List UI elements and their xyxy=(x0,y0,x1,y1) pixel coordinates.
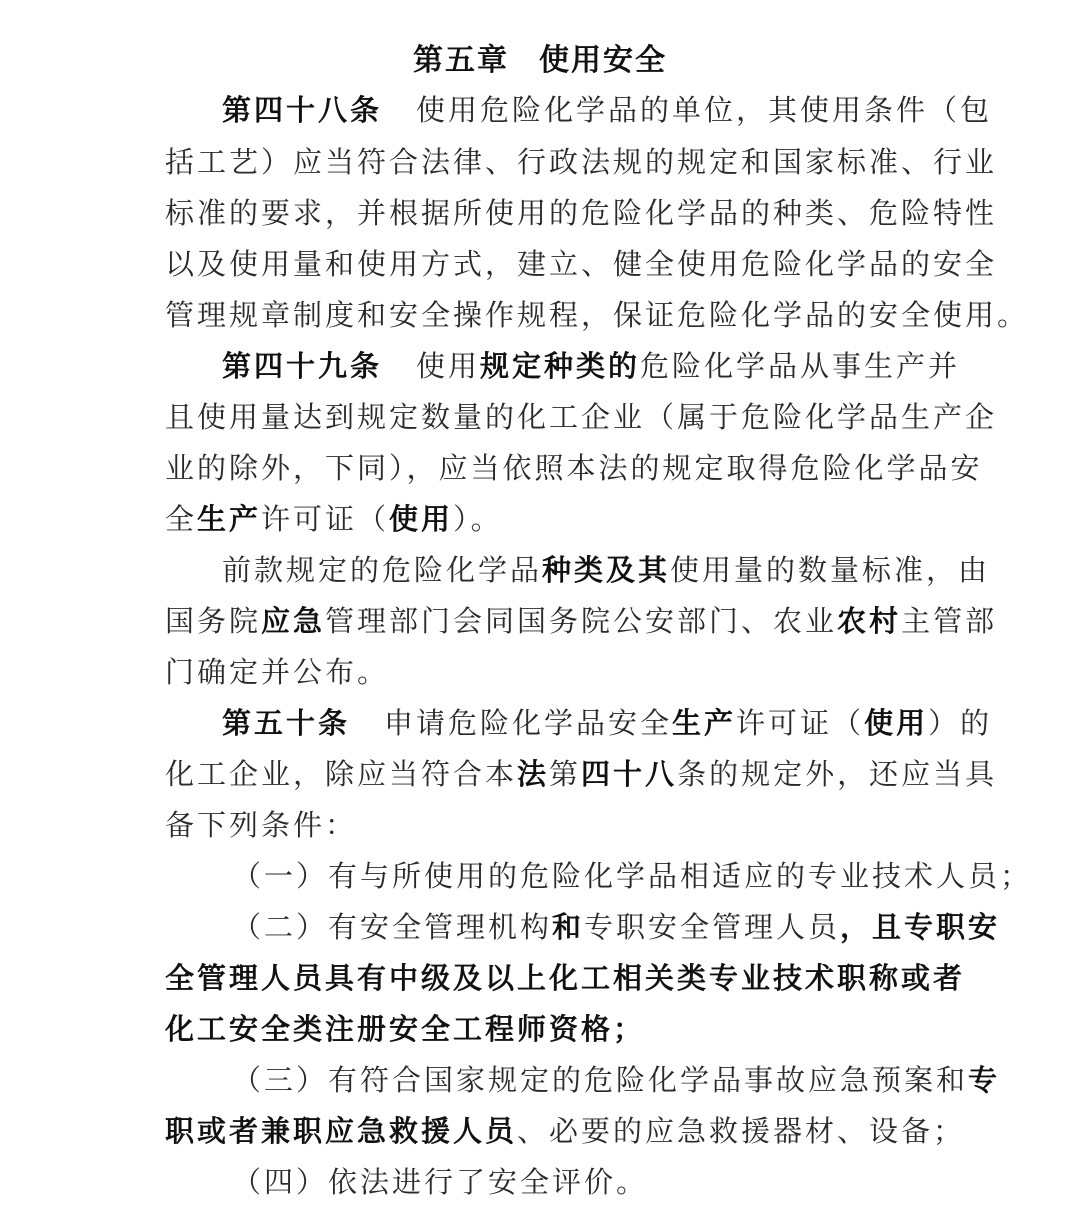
article-49-line-3: 业的除外，下同），应当依照本法的规定取得危险化学品安 xyxy=(165,451,983,485)
article-48-line-3: 标准的要求，并根据所使用的危险化学品的种类、危险特性 xyxy=(165,196,998,230)
article-48-line-4: 以及使用量和使用方式，建立、健全使用危险化学品的安全 xyxy=(165,247,998,281)
chapter-number: 第五章 xyxy=(413,43,509,78)
condition-3-line-2: 职或者兼职应急救援人员、必要的应急救援器材、设备； xyxy=(165,1114,966,1148)
article-48-label: 第四十八条 xyxy=(222,93,383,127)
chapter-title xyxy=(0,36,1080,86)
article-50-line-1: 第五十条 申请危险化学品安全生产许可证（使用）的 xyxy=(222,706,993,740)
article-49-para2-line-2: 国务院应急管理部门会同国务院公安部门、农业农村主管部 xyxy=(165,604,998,638)
condition-2-line-3: 化工安全类注册安全工程师资格； xyxy=(165,1012,646,1046)
condition-4: （四）依法进行了安全评价。 xyxy=(232,1165,649,1199)
condition-2-line-1: （二）有安全管理机构和专职安全管理人员，且专职安 xyxy=(232,910,1001,944)
article-49-para2-line-3: 门确定并公布。 xyxy=(165,655,390,689)
article-48-line-1: 第四十八条 使用危险化学品的单位，其使用条件（包 xyxy=(222,93,993,127)
article-48-line-2: 括工艺）应当符合法律、行政法规的规定和国家标准、行业 xyxy=(165,145,998,179)
article-49-line-1: 第四十九条 使用规定种类的危险化学品从事生产并 xyxy=(222,349,961,383)
article-50-line-2: 化工企业，除应当符合本法第四十八条的规定外，还应当具 xyxy=(165,757,998,791)
condition-2-line-2: 全管理人员具有中级及以上化工相关类专业技术职称或者 xyxy=(165,961,966,995)
article-50-label: 第五十条 xyxy=(222,706,351,740)
article-49-para2-line-1: 前款规定的危险化学品种类及其使用量的数量标准，由 xyxy=(222,553,991,587)
article-49-label: 第四十九条 xyxy=(222,349,383,383)
article-49-line-2: 且使用量达到规定数量的化工企业（属于危险化学品生产企 xyxy=(165,400,998,434)
article-50-line-3: 备下列条件： xyxy=(165,808,358,842)
article-48-line-5: 管理规章制度和安全操作规程，保证危险化学品的安全使用。 xyxy=(165,298,1030,332)
condition-1: （一）有与所使用的危险化学品相适应的专业技术人员； xyxy=(232,859,1033,893)
article-49-line-4: 全生产许可证（使用）。 xyxy=(165,502,503,536)
chapter-name: 使用安全 xyxy=(539,43,667,78)
condition-3-line-1: （三）有符合国家规定的危险化学品事故应急预案和专 xyxy=(232,1063,1001,1097)
